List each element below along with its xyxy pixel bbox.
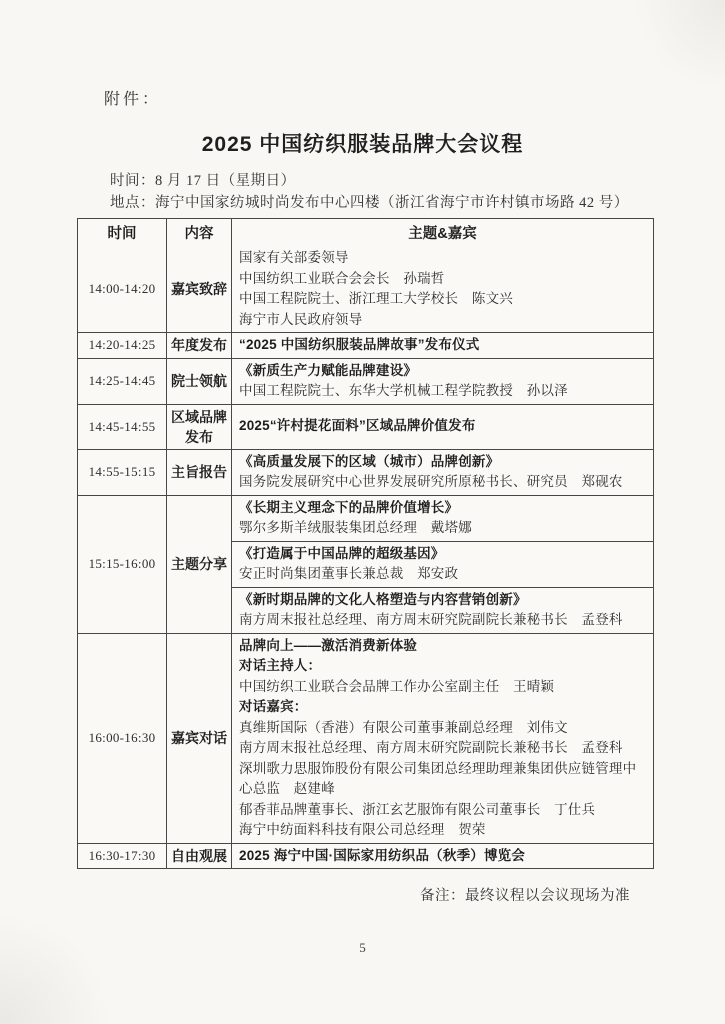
row-content-cell: 主旨报告: [166, 450, 232, 495]
row-time-cell: 16:00-16:30: [88, 730, 156, 745]
row-time-cell: 14:00-14:20: [88, 281, 156, 296]
row-content-cell: 年度发布: [166, 333, 232, 358]
agenda-line: 中国纺织工业联合会会长 孙瑞哲: [239, 270, 445, 286]
row-topic-cell: [232, 496, 653, 633]
table-row: [78, 843, 653, 869]
topic-block: [232, 634, 653, 843]
agenda-line: 中国工程院院士、东华大学机械工程学院教授 孙以泽: [239, 383, 568, 398]
row-topic-cell: [232, 405, 653, 449]
row-time-cell: 15:15-16:00: [88, 556, 156, 571]
table-row: [78, 404, 653, 449]
agenda-line: 《打造属于中国品牌的超级基因》: [239, 545, 445, 561]
row-topic-cell: [232, 359, 653, 404]
table-row: [78, 449, 653, 495]
page-title: 2025 中国纺织服装品牌大会议程: [201, 133, 524, 156]
topic-block: [232, 359, 653, 404]
row-time-cell: 14:20-14:25: [88, 337, 156, 353]
row-topic-cell: [232, 844, 653, 869]
agenda-line: “2025 中国纺织服装品牌故事”发布仪式: [239, 337, 480, 352]
row-content-cell: 自由观展: [166, 844, 232, 869]
agenda-line: 对话嘉宾：: [239, 699, 308, 714]
topic-block: [232, 587, 653, 633]
topic-block: [232, 496, 653, 541]
topic-block: [232, 541, 653, 587]
topic-block: [232, 844, 653, 869]
agenda-line: 2025“许村提花面料”区域品牌价值发布: [239, 418, 476, 434]
agenda-line: 中国工程院院士、浙江理工大学校长 陈文兴: [239, 291, 513, 306]
header-cell-time: 时间: [107, 226, 137, 242]
row-content-cell: 嘉宾致辞: [166, 246, 232, 332]
agenda-line: 《高质量发展下的区域（城市）品牌创新》: [239, 453, 500, 469]
agenda-line: 南方周末报社总经理、南方周末研究院副院长兼秘书长 孟登科: [239, 740, 623, 755]
agenda-line: 鄂尔多斯羊绒服装集团总经理 戴塔娜: [239, 520, 472, 535]
agenda-table: [77, 218, 654, 869]
agenda-line: 郁香菲品牌董事长、浙江玄艺服饰有限公司董事长 丁仕兵: [239, 801, 596, 817]
agenda-line: 《新质生产力赋能品牌建设》: [239, 362, 418, 378]
meta-time-line: 时间：8 月 17 日（星期日）: [110, 173, 296, 189]
row-time-cell: 16:30-17:30: [88, 847, 156, 863]
agenda-line: 安正时尚集团董事长兼总裁 郑安政: [239, 566, 459, 581]
row-time-cell: 14:55-15:15: [88, 464, 156, 479]
row-content-cell: 区域品牌发布: [166, 405, 232, 449]
agenda-line: 海宁市人民政府领导: [239, 311, 363, 327]
agenda-line: 国务院发展研究中心世界发展研究所原秘书长、研究员 郑砚农: [239, 474, 623, 489]
topic-block: [232, 405, 653, 449]
agenda-line: 南方周末报社总经理、南方周末研究院副院长兼秘书长 孟登科: [239, 612, 623, 627]
agenda-line: 品牌向上——激活消费新体验: [239, 637, 418, 653]
table-row: [78, 332, 653, 358]
agenda-line: 深圳歌力思服饰股份有限公司集团总经理助理兼集团供应链管理中心总监 赵建峰: [239, 760, 637, 796]
footnote: 备注：最终议程以会议现场为准: [420, 888, 630, 904]
row-topic-cell: [232, 246, 653, 332]
agenda-line: 对话主持人：: [239, 658, 322, 673]
row-topic-cell: [232, 333, 653, 358]
header-cell-topic: 主题&嘉宾: [408, 226, 477, 242]
table-row: [78, 358, 653, 404]
agenda-line: 真维斯国际（香港）有限公司董事兼副总经理 刘伟文: [239, 719, 568, 735]
topic-block: [232, 450, 653, 495]
topic-block: [232, 333, 653, 358]
row-time-cell: 14:45-14:55: [88, 418, 156, 434]
agenda-line: 海宁中纺面料科技有限公司总经理 贺荣: [239, 822, 486, 837]
table-row: [78, 495, 653, 633]
table-row: [78, 633, 653, 843]
row-content-cell: 嘉宾对话: [166, 634, 232, 843]
row-time-cell: 14:25-14:45: [88, 373, 156, 388]
attachment-label: 附件：: [104, 91, 162, 108]
agenda-line: 2025 海宁中国·国际家用纺织品（秋季）博览会: [239, 847, 526, 863]
agenda-line: 《长期主义理念下的品牌价值增长》: [239, 499, 459, 515]
row-content-cell: 主题分享: [166, 496, 232, 633]
agenda-line: 中国纺织工业联合会品牌工作办公室副主任 王晴颖: [239, 678, 555, 694]
meta-location-line: 地点：海宁中国家纺城时尚发布中心四楼（浙江省海宁市许村镇市场路 42 号）: [110, 195, 629, 211]
row-topic-cell: [232, 450, 653, 495]
page-number: 5: [359, 940, 366, 955]
row-topic-cell: [232, 634, 653, 843]
topic-block: [232, 246, 653, 332]
header-cell-content: 内容: [166, 219, 232, 246]
table-header-row: [78, 219, 653, 246]
row-content-cell: 院士领航: [166, 359, 232, 404]
agenda-line: 国家有关部委领导: [239, 250, 349, 265]
agenda-line: 《新时期品牌的文化人格塑造与内容营销创新》: [239, 591, 527, 607]
table-row: [78, 246, 653, 332]
